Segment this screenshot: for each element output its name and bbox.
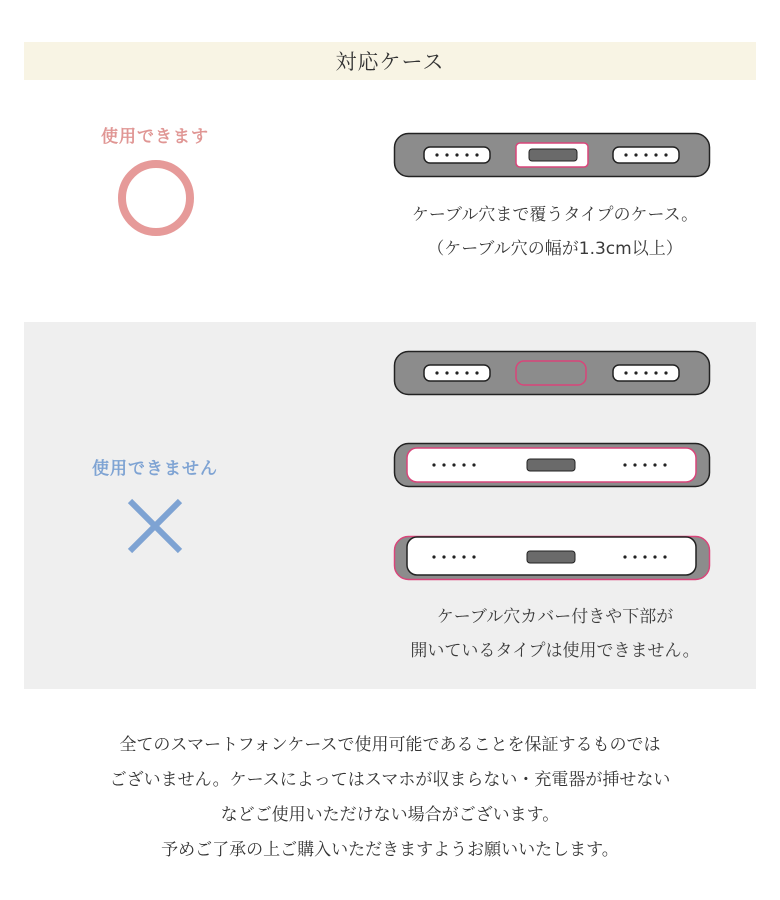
ng-caption-line: ケーブル穴カバー付きや下部が [436,607,674,627]
footer-line: などご使用いただけない場合がございます。 [220,805,560,825]
ng-caption [370,600,740,668]
ok-caption-line: ケーブル穴まで覆うタイプのケース。 [411,205,699,225]
footer-note [40,728,740,868]
ok-caption [370,198,740,266]
case-diagram-open-bottom [393,442,711,488]
cross-ng-icon [126,497,184,555]
ok-label: 使用できます [101,127,209,147]
section-title: 対応ケース [335,50,445,74]
section-header [24,42,756,80]
ok-caption-line: （ケーブル穴の幅が1.3cm以上） [427,239,683,259]
ng-caption-line: 開いているタイプは使用できません。 [410,641,700,661]
ng-label: 使用できません [92,459,218,479]
case-diagram-covered [393,350,711,396]
footer-line: 全てのスマートフォンケースで使用可能であることを保証するものでは [119,735,661,755]
case-diagram-ok [393,132,711,178]
footer-line: ございません。ケースによってはスマホが収まらない・充電器が挿せない [109,770,671,790]
footer-line: 予めご了承の上ご購入いただきますようお願いいたします。 [161,840,619,860]
case-diagram-fully-open [393,535,711,581]
circle-ok-icon [118,160,194,236]
